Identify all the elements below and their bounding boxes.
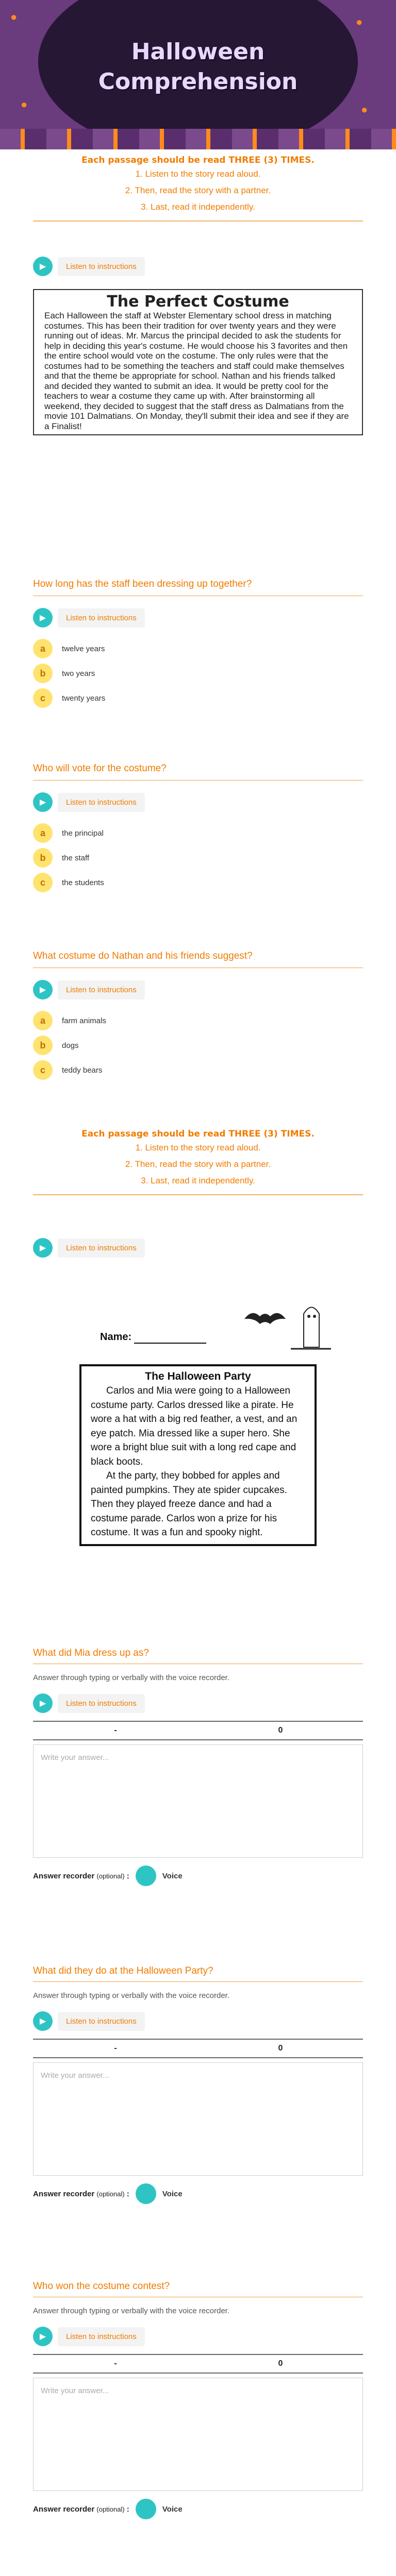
instructions-step: 3. Last, read it independently.: [141, 1176, 255, 1185]
answer-placeholder: Write your answer...: [41, 2071, 109, 2080]
answer-textarea[interactable]: [33, 2062, 363, 2176]
divider: [33, 221, 363, 222]
open-question-block: [33, 2279, 363, 2521]
record-button[interactable]: [136, 2499, 156, 2519]
option-text: twenty years: [62, 693, 106, 703]
answer-recorder: [33, 1864, 363, 1888]
divider: [33, 780, 363, 781]
question-title: How long has the staff been dressing up together?: [33, 579, 252, 589]
table-cell: -: [114, 2044, 117, 2053]
recorder-optional: (optional): [96, 2190, 125, 2198]
answer-option[interactable]: [33, 821, 363, 845]
reading-instructions: [33, 1128, 363, 1195]
instructions-step: 1. Listen to the story read aloud.: [135, 1143, 261, 1153]
passage2-listen: [33, 1236, 363, 1259]
answer-option[interactable]: [33, 661, 363, 686]
open-question-block: [33, 1964, 363, 2206]
option-text: the principal: [62, 828, 104, 838]
listen-label: Listen to instructions: [58, 608, 145, 628]
play-icon[interactable]: ▶: [33, 608, 53, 628]
passage1-block: [33, 255, 363, 435]
story-title: The Perfect Costume: [107, 293, 289, 311]
answer-table-header: [33, 2354, 363, 2374]
divider: [33, 1194, 363, 1195]
answer-option[interactable]: [33, 870, 363, 895]
answer-textarea[interactable]: [33, 2378, 363, 2491]
option-text: twelve years: [62, 644, 105, 653]
open-question-block: [33, 1646, 363, 1888]
option-letter[interactable]: a: [33, 639, 53, 658]
table-cell: -: [114, 1726, 117, 1735]
play-icon[interactable]: ▶: [33, 1693, 53, 1713]
story-passage: [33, 289, 363, 435]
instructions-step: 3. Last, read it independently.: [141, 202, 255, 212]
pumpkin-icon: ●: [361, 103, 368, 116]
listen-instructions-button[interactable]: [33, 791, 363, 814]
question-block: [33, 949, 363, 1082]
instructions-step: 1. Listen to the story read aloud.: [135, 169, 261, 179]
question-title: Who won the costume contest?: [33, 2281, 170, 2292]
record-button[interactable]: [136, 2183, 156, 2204]
page-title: [0, 37, 396, 97]
option-letter[interactable]: a: [33, 823, 53, 843]
option-text: farm animals: [62, 1016, 106, 1025]
answer-option[interactable]: [33, 686, 363, 710]
divider: [33, 1981, 363, 1982]
recorder-label-text: Answer recorder: [33, 2189, 95, 2198]
listen-instructions-button[interactable]: [33, 2010, 363, 2032]
recorder-label: Answer recorder (optional) :: [33, 2189, 129, 2198]
answer-table-header: [33, 2039, 363, 2058]
listen-instructions-button[interactable]: [33, 1692, 363, 1715]
reading-instructions: [33, 155, 363, 222]
name-label: Name:: [100, 1331, 132, 1343]
answer-option[interactable]: [33, 636, 363, 661]
option-letter[interactable]: a: [33, 1011, 53, 1030]
page-title-line2: Comprehension: [98, 69, 298, 95]
listen-instructions-button[interactable]: [33, 255, 363, 278]
story-worksheet: [33, 1288, 363, 1623]
answer-textarea[interactable]: [33, 1744, 363, 1858]
play-icon[interactable]: ▶: [33, 980, 53, 999]
question-title: Who will vote for the costume?: [33, 763, 167, 774]
table-cell: 0: [278, 2044, 283, 2053]
question-title: What did Mia dress up as?: [33, 1648, 149, 1658]
recorder-optional: (optional): [96, 2505, 125, 2513]
voice-label: Voice: [162, 2504, 183, 2514]
answer-placeholder: Write your answer...: [41, 1753, 109, 1762]
play-icon[interactable]: ▶: [33, 2011, 53, 2031]
question-title: What costume do Nathan and his friends suggest?: [33, 951, 253, 961]
option-letter[interactable]: c: [33, 688, 53, 708]
instructions-heading: Each passage should be read THREE (3) TIMES.: [81, 155, 315, 165]
header-banner: [0, 0, 396, 149]
story-passage: [79, 1364, 317, 1546]
recorder-label-text: Answer recorder: [33, 1871, 95, 1880]
listen-instructions-button[interactable]: [33, 1236, 363, 1259]
listen-label: Listen to instructions: [58, 2327, 145, 2346]
instructions-step: 2. Then, read the story with a partner.: [125, 185, 271, 195]
record-button[interactable]: [136, 1866, 156, 1886]
answer-option[interactable]: [33, 1008, 363, 1033]
recorder-optional: (optional): [96, 1872, 125, 1880]
question-block: [33, 577, 363, 710]
option-text: two years: [62, 669, 95, 678]
answer-option[interactable]: [33, 845, 363, 870]
listen-label: Listen to instructions: [58, 257, 145, 276]
option-letter[interactable]: c: [33, 1060, 53, 1080]
voice-label: Voice: [162, 1871, 183, 1880]
banner-trim: [0, 129, 396, 149]
listen-label: Listen to instructions: [58, 980, 145, 999]
question-block: [33, 761, 363, 895]
answer-table-header: [33, 1721, 363, 1740]
listen-instructions-button[interactable]: [33, 978, 363, 1001]
option-letter[interactable]: b: [33, 848, 53, 868]
play-icon[interactable]: ▶: [33, 257, 53, 276]
voice-label: Voice: [162, 2189, 183, 2198]
question-title: What did they do at the Halloween Party?: [33, 1965, 213, 1976]
option-text: the students: [62, 878, 104, 887]
question-subtitle: Answer through typing or verbally with the voice recorder.: [33, 1673, 230, 1682]
page-title-line1: Halloween: [131, 39, 265, 65]
table-cell: 0: [278, 2359, 283, 2368]
question-subtitle: Answer through typing or verbally with the voice recorder.: [33, 2307, 230, 2315]
listen-label: Listen to instructions: [58, 1239, 145, 1258]
listen-instructions-button[interactable]: [33, 2325, 363, 2348]
play-icon[interactable]: ▶: [33, 2327, 53, 2346]
pumpkin-icon: ●: [356, 15, 363, 28]
recorder-label-text: Answer recorder: [33, 2504, 95, 2514]
option-text: the staff: [62, 853, 90, 862]
instructions-heading: Each passage should be read THREE (3) TIMES.: [81, 1129, 315, 1139]
table-cell: 0: [278, 1726, 283, 1735]
recorder-label: Answer recorder (optional) :: [33, 1871, 129, 1880]
story-paragraph: At the party, they bobbed for apples and painted pumpkins. They ate spider cupcakes. Then they played freeze dance and had a costume parade. Carlos won a prize for his costume. It was a fun and spooky night.: [91, 1470, 287, 1538]
pumpkin-icon: ●: [10, 10, 18, 23]
play-icon[interactable]: ▶: [33, 1238, 53, 1258]
story-text: Each Halloween the staff at Webster Elementary school dress in matching costumes. This has been their tradition for over twenty years and they were running out of ideas. Mr. Marcus the principal decided to ask the students for help in deciding this year's costume. He would choose his 3 favorites and then the entire school would vote on the costume. The only rules were that the costumes had to be something the teachers and staff could make themselves and that the theme be appropriate for school. Nathan and his friends talked and decided they wanted to submit an idea. It would be pretty cool for the teachers to wear a costume they came up with. After brainstorming all weekend, they decided to suggest that the staff dress as Dalmatians from the movie 101 Dalmatians. On Monday, they'll submit their idea and see if they are a Finalist!: [44, 311, 349, 431]
story-title: The Halloween Party: [145, 1370, 251, 1382]
listen-label: Listen to instructions: [58, 1694, 145, 1713]
answer-recorder: [33, 2182, 363, 2206]
option-letter[interactable]: c: [33, 873, 53, 892]
option-letter[interactable]: b: [33, 664, 53, 683]
listen-label: Listen to instructions: [58, 2012, 145, 2031]
option-text: teddy bears: [62, 1065, 103, 1075]
pumpkin-icon: ●: [21, 98, 28, 111]
option-letter[interactable]: b: [33, 1036, 53, 1055]
story-paragraph: Carlos and Mia were going to a Halloween costume party. Carlos dressed like a pirate. He wore a hat with a big red feather, a vest, and an eye patch. Mia dressed like a super hero. She wore a bright blue suit with a long red cape and black boots.: [91, 1385, 298, 1467]
listen-label: Listen to instructions: [58, 793, 145, 812]
answer-placeholder: Write your answer...: [41, 2386, 109, 2395]
answer-option[interactable]: [33, 1058, 363, 1082]
recorder-label: Answer recorder (optional) :: [33, 2504, 129, 2514]
table-cell: -: [114, 2359, 117, 2368]
answer-recorder: [33, 2497, 363, 2521]
question-subtitle: Answer through typing or verbally with the voice recorder.: [33, 1991, 230, 2000]
play-icon[interactable]: ▶: [33, 792, 53, 812]
instructions-step: 2. Then, read the story with a partner.: [125, 1159, 271, 1169]
name-line: [134, 1343, 206, 1344]
answer-option[interactable]: [33, 1033, 363, 1058]
listen-instructions-button[interactable]: [33, 606, 363, 629]
option-text: dogs: [62, 1041, 79, 1050]
bat-and-ghost-icon: [239, 1298, 332, 1355]
